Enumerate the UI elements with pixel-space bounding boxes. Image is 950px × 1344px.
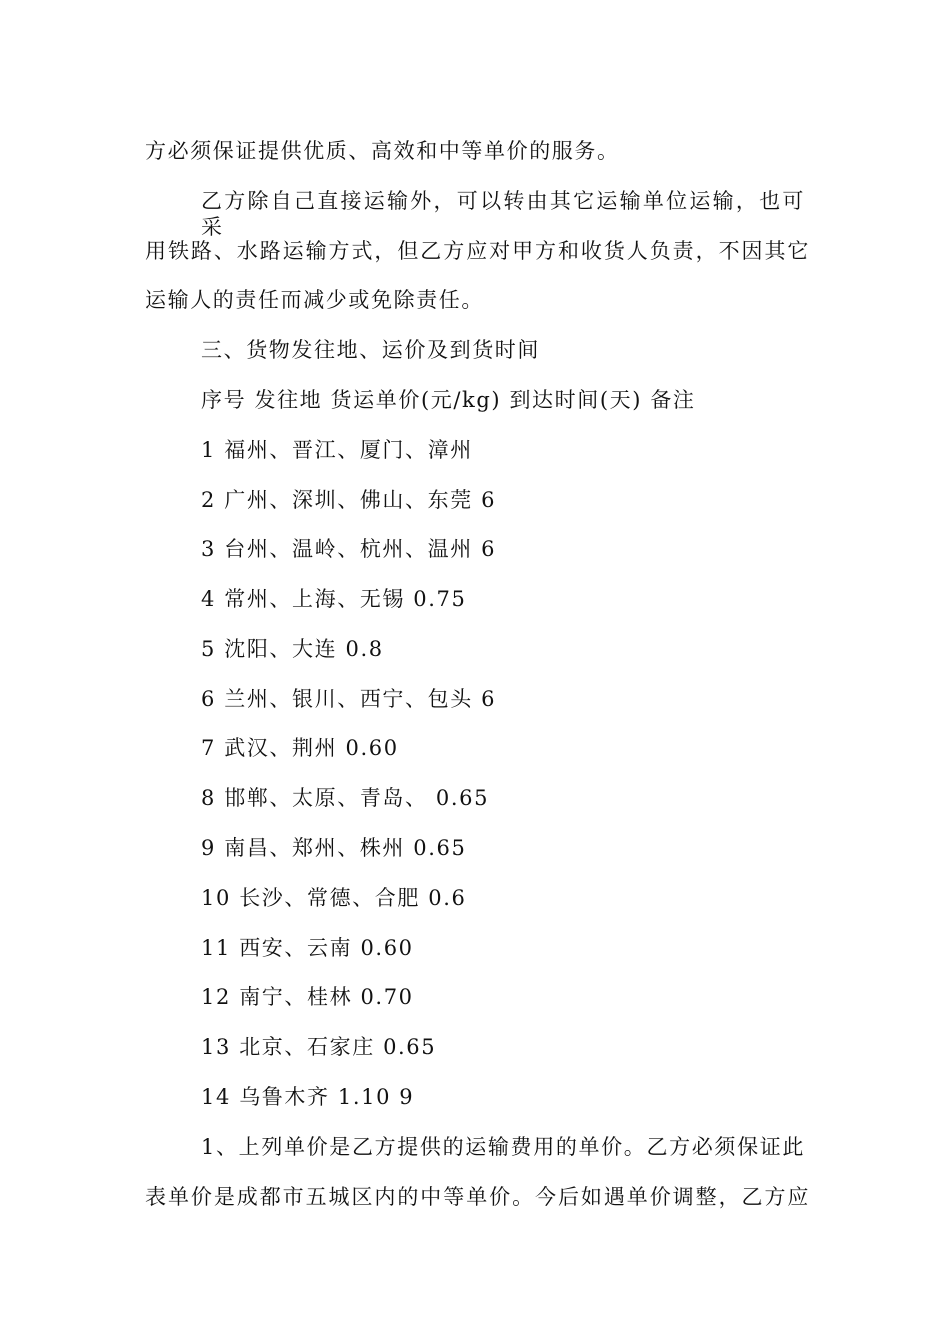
table-row: [201, 536, 866, 562]
table-row: [201, 437, 866, 463]
table-row: [201, 586, 866, 612]
paragraph-line: 运输人的责任而减少或免除责任。: [145, 288, 484, 312]
table-row: [201, 785, 866, 811]
table-row-text: 3 台州、温岭、杭州、温州 6: [201, 537, 497, 561]
table-row: [201, 636, 866, 662]
table-row-text: 8 邯郸、太原、青岛、 0.65: [201, 786, 490, 810]
table-row: [201, 1034, 866, 1060]
table-row-text: 2 广州、深圳、佛山、东莞 6: [201, 488, 497, 512]
paragraph-line: 用铁路、水路运输方式，但乙方应对甲方和收货人负责，不因其它: [145, 239, 810, 263]
table-row-text: 4 常州、上海、无锡 0.75: [201, 587, 467, 611]
table-row: [201, 885, 866, 911]
paragraph-line: 1、上列单价是乙方提供的运输费用的单价。乙方必须保证此: [201, 1135, 805, 1159]
table-row-text: 13 北京、石家庄 0.65: [201, 1035, 437, 1059]
table-row: [201, 686, 866, 712]
table-row: [201, 935, 866, 961]
section-heading: 三、货物发往地、运价及到货时间: [201, 338, 540, 362]
table-header: [201, 387, 866, 413]
table-row: [201, 735, 866, 761]
table-row-text: 7 武汉、荆州 0.60: [201, 736, 399, 760]
table-row-text: 1 福州、晋江、厦门、漳州: [201, 438, 473, 462]
table-row-text: 14 乌鲁木齐 1.10 9: [201, 1085, 415, 1109]
paragraph-line: 乙方除自己直接运输外，可以转由其它运输单位运输，也可采: [201, 189, 805, 239]
table-header-text: 序号 发往地 货运单价(元/kg) 到达时间(天) 备注: [201, 388, 696, 412]
table-row: [201, 835, 866, 861]
table-row-text: 11 西安、云南 0.60: [201, 936, 414, 960]
table-row-text: 5 沈阳、大连 0.8: [201, 637, 384, 661]
table-row: [201, 1084, 866, 1110]
table-row-text: 6 兰州、银川、西宁、包头 6: [201, 687, 497, 711]
paragraph-line: 表单价是成都市五城区内的中等单价。今后如遇单价调整，乙方应: [145, 1185, 810, 1209]
table-row-text: 10 长沙、常德、合肥 0.6: [201, 886, 467, 910]
table-row-text: 12 南宁、桂林 0.70: [201, 985, 414, 1009]
paragraph-line: 方必须保证提供优质、高效和中等单价的服务。: [145, 139, 620, 163]
table-row: [201, 487, 866, 513]
table-row-text: 9 南昌、郑州、株州 0.65: [201, 836, 467, 860]
table-row: [201, 984, 866, 1010]
